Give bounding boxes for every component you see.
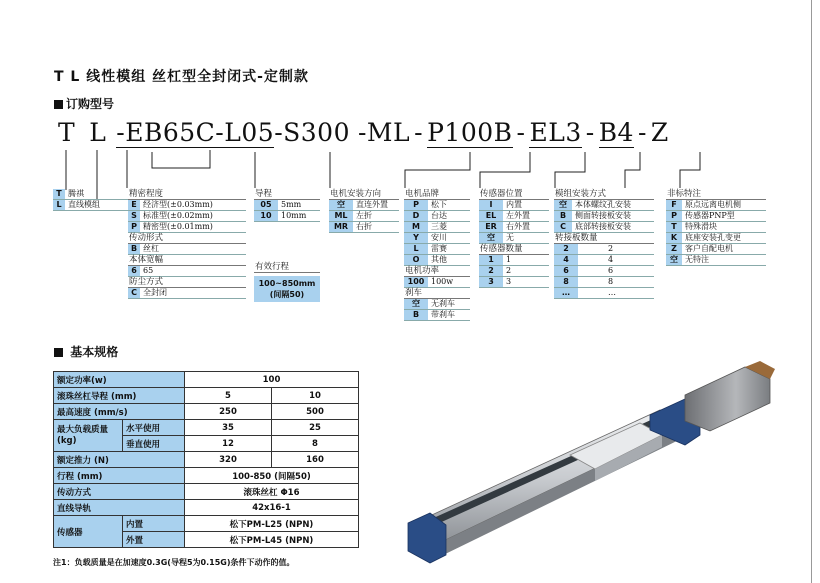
desc-cell: 台达	[431, 211, 447, 220]
page-title: T L 线性模组 丝杠型全封闭式-定制款	[54, 69, 309, 85]
desc-cell: 2	[506, 266, 512, 275]
code-cell: K	[666, 233, 682, 243]
front-end-cap	[408, 513, 446, 563]
model-sep: -	[414, 118, 424, 147]
table-row	[54, 420, 359, 436]
list-item	[128, 288, 246, 299]
bullet-square-icon	[54, 348, 63, 357]
model-part-motor-dir: -ML	[357, 118, 411, 147]
horizontal-value-5: 35	[185, 420, 272, 436]
drive-value: 滚珠丝杠 Φ16	[185, 484, 359, 500]
desc-cell: 底座安装孔变更	[685, 233, 741, 242]
code-cell: 2	[479, 266, 503, 276]
desc-cell: 侧面转接板安装	[575, 211, 631, 220]
code-cell: 空	[554, 200, 572, 210]
lead-group	[254, 189, 320, 222]
list-item	[404, 299, 470, 310]
desc-cell: 传感器PNP型	[685, 211, 735, 220]
vertical-value-5: 12	[185, 436, 272, 452]
motor-dir-group	[329, 189, 399, 233]
desc-cell: 右外置	[506, 222, 530, 231]
list-item	[666, 244, 766, 255]
drive-label: 传动方式	[54, 484, 185, 500]
speed-value-5: 250	[185, 404, 272, 420]
code-cell: D	[404, 211, 428, 221]
internal-value: 松下PM-L25 (NPN)	[185, 516, 359, 532]
brake-header: 刹车	[404, 288, 470, 299]
list-item	[254, 211, 320, 222]
code-cell: C	[554, 222, 572, 232]
motor-group	[404, 189, 470, 321]
sensor-label: 传感器	[54, 516, 123, 548]
code-cell: 空	[666, 255, 682, 265]
connector-mount	[625, 152, 640, 188]
desc-cell: 3	[506, 277, 512, 286]
code-cell: 6	[554, 266, 578, 276]
model-part-body: -EB65C-	[116, 118, 225, 147]
desc-cell: 丝杠	[143, 244, 159, 253]
rated-power-value: 100	[185, 372, 359, 388]
guide-value: 42x16-1	[185, 500, 359, 516]
desc-cell: 5mm	[281, 200, 302, 209]
code-cell: T	[53, 189, 65, 199]
list-item	[666, 222, 766, 233]
code-cell: EL	[479, 211, 503, 221]
code-cell: T	[666, 222, 682, 232]
external-label: 外置	[123, 532, 185, 548]
list-item	[479, 222, 549, 233]
sensor-group	[479, 189, 549, 288]
list-item	[554, 200, 654, 211]
code-cell: O	[404, 255, 428, 265]
lead-value-10: 10	[272, 388, 359, 404]
list-item	[666, 200, 766, 211]
list-item	[479, 255, 549, 266]
code-cell: C	[128, 288, 140, 298]
list-item	[554, 288, 654, 299]
list-item	[128, 266, 246, 277]
desc-cell: 客户自配电机	[685, 244, 733, 253]
drive-header: 传动形式	[128, 233, 246, 244]
list-item	[404, 222, 470, 233]
plate-qty-header: 转接板数量	[554, 233, 654, 244]
code-cell: L	[404, 244, 428, 254]
code-cell: 100	[404, 277, 428, 287]
body-options-group	[128, 189, 246, 299]
code-cell: P	[128, 222, 140, 232]
model-part-l: L	[89, 118, 107, 147]
desc-cell: 安川	[431, 233, 447, 242]
thrust-label: 额定推力 (N)	[54, 452, 185, 468]
list-item	[479, 277, 549, 288]
connector-eb65c	[127, 150, 210, 188]
code-cell: P	[404, 200, 428, 210]
list-item	[329, 211, 399, 222]
desc-cell: 左折	[356, 211, 372, 220]
model-part-sensor: EL3	[529, 118, 582, 147]
horizontal-label: 水平使用	[123, 420, 185, 436]
table-row	[54, 484, 359, 500]
desc-cell: 2	[608, 244, 614, 253]
sensor-pos-header: 传感器位置	[479, 189, 549, 200]
code-cell: 2	[554, 244, 578, 254]
desc-cell: 内置	[506, 200, 522, 209]
list-item	[479, 211, 549, 222]
list-item	[128, 244, 246, 255]
code-cell: Z	[666, 244, 682, 254]
desc-cell: 松下	[431, 200, 447, 209]
model-sep: -	[637, 118, 647, 147]
horizontal-value-10: 25	[272, 420, 359, 436]
code-cell: 8	[554, 277, 578, 287]
model-part-stroke: -S300	[274, 118, 350, 147]
list-item	[479, 200, 549, 211]
list-item	[329, 222, 399, 233]
mount-group	[554, 189, 654, 299]
speed-label: 最高速度 (mm/s)	[54, 404, 185, 420]
stroke-group	[254, 262, 320, 302]
code-cell: M	[404, 222, 428, 232]
motor-dir-header: 电机安装方向	[329, 189, 399, 200]
model-part-lead: L05	[224, 118, 275, 147]
code-cell: B	[554, 211, 572, 221]
list-item	[554, 277, 654, 288]
desc-cell: 直连外置	[356, 200, 388, 209]
speed-value-10: 500	[272, 404, 359, 420]
table-row	[54, 388, 359, 404]
stroke-header: 有效行程	[254, 262, 320, 273]
code-cell: B	[404, 310, 428, 320]
thrust-value-5: 320	[185, 452, 272, 468]
code-cell: 空	[329, 200, 353, 210]
motor-power-header: 电机功率	[404, 266, 470, 277]
list-item	[479, 266, 549, 277]
list-item	[404, 310, 470, 321]
series-group	[53, 189, 128, 211]
code-cell: E	[128, 200, 140, 210]
code-cell: 1	[479, 255, 503, 265]
dust-header: 防尘方式	[128, 277, 246, 288]
list-item	[404, 200, 470, 211]
desc-cell: …	[608, 288, 616, 297]
connector-motor	[405, 152, 470, 188]
code-cell: 05	[254, 200, 278, 210]
desc-cell: 三菱	[431, 222, 447, 231]
desc-cell: 无刹车	[431, 299, 455, 308]
desc-cell: 无	[506, 233, 514, 242]
list-item	[666, 211, 766, 222]
stroke-value: 100~850mm	[258, 279, 316, 288]
vertical-value-10: 8	[272, 436, 359, 452]
code-cell: 4	[554, 255, 578, 265]
precision-header: 精密程度	[128, 189, 246, 200]
list-item	[666, 255, 766, 266]
lead-header: 导程	[254, 189, 320, 200]
desc-cell: 无特注	[685, 255, 709, 264]
desc-cell: 全封闭	[143, 288, 167, 297]
list-item	[554, 266, 654, 277]
code-cell: ER	[479, 222, 503, 232]
special-group	[666, 189, 766, 266]
desc-cell: 经济型(±0.03mm)	[143, 200, 213, 209]
list-item	[128, 211, 246, 222]
model-part-mount: B4	[598, 118, 634, 147]
order-heading: 订购型号	[54, 95, 114, 112]
code-cell: I	[479, 200, 503, 210]
code-cell: 10	[254, 211, 278, 221]
model-sep: -	[585, 118, 595, 147]
motor-brand-header: 电机品牌	[404, 189, 470, 200]
guide-label: 直线导轨	[54, 500, 185, 516]
code-cell: MR	[329, 222, 353, 232]
desc-cell: 原点远离电机侧	[685, 200, 741, 209]
code-cell: 空	[404, 299, 428, 309]
desc-cell: 右折	[356, 222, 372, 231]
stroke-interval: (间隔50)	[269, 290, 305, 299]
code-cell: Y	[404, 233, 428, 243]
external-value: 松下PM-L45 (NPN)	[185, 532, 359, 548]
table-row	[54, 468, 359, 484]
list-item	[666, 233, 766, 244]
desc-cell: 100w	[431, 277, 454, 286]
desc-cell: 底部转接板安装	[575, 222, 631, 231]
list-item	[554, 244, 654, 255]
table-row	[54, 516, 359, 532]
code-cell: …	[554, 288, 578, 298]
list-item	[404, 277, 470, 288]
list-item	[404, 255, 470, 266]
list-item	[254, 200, 320, 211]
desc-cell: 10mm	[281, 211, 307, 220]
code-cell: 6	[128, 266, 140, 276]
list-item	[53, 200, 128, 211]
desc-cell: 直线模组	[68, 200, 100, 209]
table-row	[54, 404, 359, 420]
mount-header: 模组安装方式	[554, 189, 654, 200]
table-row	[54, 500, 359, 516]
lead-value-5: 5	[185, 388, 272, 404]
table-row	[54, 452, 359, 468]
code-cell: 空	[479, 233, 503, 243]
thrust-value-10: 160	[272, 452, 359, 468]
stroke-value-box	[254, 276, 320, 302]
vertical-label: 垂直使用	[123, 436, 185, 452]
internal-label: 内置	[123, 516, 185, 532]
model-part-motor: P100B	[427, 118, 513, 147]
load-label: 最大负载质量 (kg)	[54, 420, 123, 452]
desc-cell: 左外置	[506, 211, 530, 220]
code-cell: L	[53, 200, 65, 210]
list-item	[404, 211, 470, 222]
code-cell: ML	[329, 211, 353, 221]
spec-heading: 基本规格	[54, 343, 118, 360]
code-cell: B	[128, 244, 140, 254]
width-header: 本体宽幅	[128, 255, 246, 266]
servo-motor	[685, 367, 770, 431]
desc-cell: 特殊滑块	[685, 222, 717, 231]
desc-cell: 精密型(±0.01mm)	[143, 222, 213, 231]
list-item	[479, 233, 549, 244]
desc-cell: 1	[506, 255, 512, 264]
sensor-qty-header: 传感器数量	[479, 244, 549, 255]
stroke-value: 100-850 (间隔50)	[185, 468, 359, 484]
code-cell: 3	[479, 277, 503, 287]
desc-cell: 标准型(±0.02mm)	[143, 211, 213, 220]
connector-sensor	[480, 152, 585, 188]
footnote: 注1：负载质量是在加速度0.3G(导程5为0.15G)条件下动作的值。	[53, 558, 295, 567]
model-part-special: Z	[650, 118, 669, 147]
spec-table	[53, 371, 359, 548]
list-item	[404, 233, 470, 244]
list-item	[53, 189, 128, 200]
desc-cell: 雷赛	[431, 244, 447, 253]
connector-special	[680, 152, 700, 188]
list-item	[329, 200, 399, 211]
model-sep: -	[516, 118, 526, 147]
code-cell: F	[666, 200, 682, 210]
desc-cell: 65	[143, 266, 154, 275]
desc-cell: 6	[608, 266, 614, 275]
connector-lines	[0, 0, 820, 200]
desc-cell: 腾祺	[68, 189, 84, 198]
model-part-t: T	[58, 118, 76, 147]
desc-cell: 4	[608, 255, 614, 264]
list-item	[554, 222, 654, 233]
list-item	[404, 244, 470, 255]
desc-cell: 带刹车	[431, 310, 455, 319]
code-cell: S	[128, 211, 140, 221]
desc-cell: 本体螺纹孔安装	[575, 200, 631, 209]
list-item	[128, 222, 246, 233]
list-item	[554, 255, 654, 266]
rated-power-label: 额定功率(w)	[54, 372, 185, 388]
desc-cell: 8	[608, 277, 614, 286]
lead-label: 滚珠丝杠导程 (mm)	[54, 388, 185, 404]
code-cell: P	[666, 211, 682, 221]
special-header: 非标特注	[666, 189, 766, 200]
table-row	[54, 372, 359, 388]
linear-module-image	[400, 355, 780, 575]
stroke-label: 行程 (mm)	[54, 468, 185, 484]
list-item	[128, 200, 246, 211]
desc-cell: 其他	[431, 255, 447, 264]
list-item	[554, 211, 654, 222]
